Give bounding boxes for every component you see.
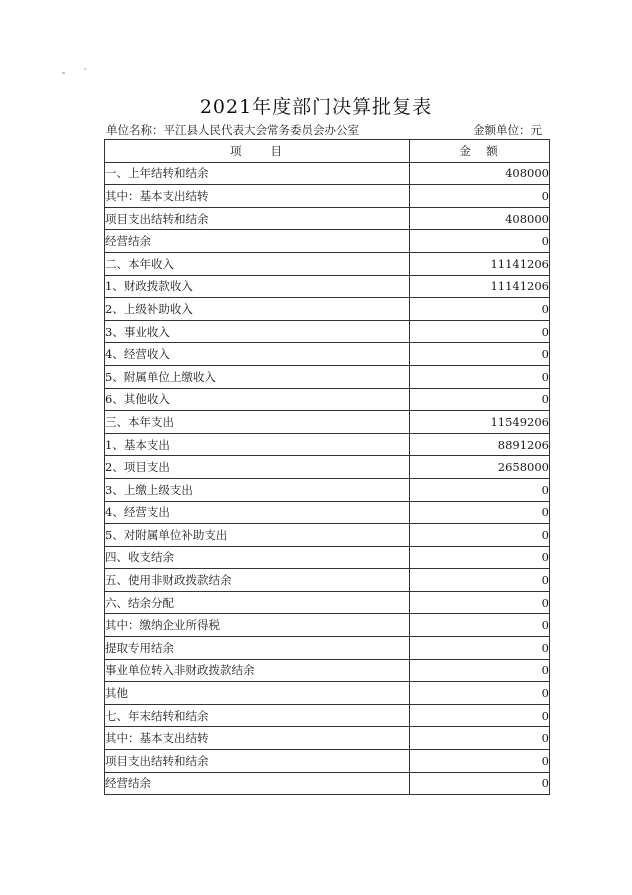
row-amount: 0 — [410, 365, 550, 388]
row-amount: 0 — [410, 704, 550, 727]
row-label: 一、上年结转和结余 — [105, 162, 410, 185]
table-row — [105, 591, 550, 614]
row-amount: 0 — [410, 343, 550, 366]
table-row — [105, 772, 550, 795]
row-label: 六、结余分配 — [105, 591, 410, 614]
table-row — [105, 750, 550, 773]
row-label: 其中：基本支出结转 — [105, 727, 410, 750]
row-label: 三、本年支出 — [105, 411, 410, 434]
row-label: 1、基本支出 — [105, 433, 410, 456]
table-row — [105, 614, 550, 637]
table-row — [105, 478, 550, 501]
row-amount: 0 — [410, 298, 550, 321]
amount-unit-label: 金额单位：元 — [473, 123, 542, 137]
row-amount: 8891206 — [410, 433, 550, 456]
table-row — [105, 343, 550, 366]
row-amount: 408000 — [410, 207, 550, 230]
table-row — [105, 275, 550, 298]
row-label: 6、其他收入 — [105, 388, 410, 411]
row-amount: 0 — [410, 637, 550, 660]
table-body — [105, 162, 550, 795]
row-label: 2、上级补助收入 — [105, 298, 410, 321]
row-label: 经营结余 — [105, 230, 410, 253]
table-row — [105, 456, 550, 479]
row-label: 其他 — [105, 682, 410, 705]
row-label: 5、对附属单位补助支出 — [105, 524, 410, 547]
row-label: 项目支出结转和结余 — [105, 750, 410, 773]
row-amount: 0 — [410, 546, 550, 569]
table-row — [105, 659, 550, 682]
table-row — [105, 501, 550, 524]
row-amount: 0 — [410, 569, 550, 592]
row-amount: 0 — [410, 772, 550, 795]
table-row — [105, 704, 550, 727]
table-row — [105, 162, 550, 185]
row-amount: 0 — [410, 501, 550, 524]
scan-speck — [62, 72, 65, 74]
row-amount: 0 — [410, 524, 550, 547]
table-row — [105, 185, 550, 208]
row-amount: 11141206 — [410, 252, 550, 275]
row-label: 七、年末结转和结余 — [105, 704, 410, 727]
table-row — [105, 411, 550, 434]
row-label: 1、财政拨款收入 — [105, 275, 410, 298]
row-label: 提取专用结余 — [105, 637, 410, 660]
row-label: 3、上缴上级支出 — [105, 478, 410, 501]
row-label: 五、使用非财政拨款结余 — [105, 569, 410, 592]
row-amount: 0 — [410, 614, 550, 637]
table-row — [105, 365, 550, 388]
row-amount: 408000 — [410, 162, 550, 185]
table-row — [105, 230, 550, 253]
row-amount: 0 — [410, 682, 550, 705]
table-row — [105, 569, 550, 592]
table-header-row — [105, 140, 550, 163]
table-row — [105, 320, 550, 343]
row-amount: 0 — [410, 185, 550, 208]
row-amount: 0 — [410, 727, 550, 750]
row-amount: 11141206 — [410, 275, 550, 298]
row-label: 5、附属单位上缴收入 — [105, 365, 410, 388]
table-row — [105, 207, 550, 230]
row-amount: 0 — [410, 320, 550, 343]
row-amount: 0 — [410, 659, 550, 682]
scan-speck — [84, 68, 86, 70]
row-label: 4、经营支出 — [105, 501, 410, 524]
table-row — [105, 298, 550, 321]
column-header-amount: 金 额 — [410, 140, 550, 163]
row-amount: 0 — [410, 591, 550, 614]
row-amount: 0 — [410, 230, 550, 253]
table-row — [105, 433, 550, 456]
row-label: 四、收支结余 — [105, 546, 410, 569]
row-label: 4、经营收入 — [105, 343, 410, 366]
row-label: 其中：缴纳企业所得税 — [105, 614, 410, 637]
row-amount: 11549206 — [410, 411, 550, 434]
row-label: 经营结余 — [105, 772, 410, 795]
row-label: 其中：基本支出结转 — [105, 185, 410, 208]
table-row — [105, 252, 550, 275]
page-title: 2021年度部门决算批复表 — [199, 96, 433, 118]
table-row — [105, 727, 550, 750]
row-label: 3、事业收入 — [105, 320, 410, 343]
row-amount: 0 — [410, 750, 550, 773]
row-amount: 2658000 — [410, 456, 550, 479]
row-label: 项目支出结转和结余 — [105, 207, 410, 230]
table-row — [105, 682, 550, 705]
row-label: 二、本年收入 — [105, 252, 410, 275]
table-row — [105, 546, 550, 569]
row-label: 事业单位转入非财政拨款结余 — [105, 659, 410, 682]
row-label: 2、项目支出 — [105, 456, 410, 479]
final-accounts-table — [104, 139, 550, 795]
table-row — [105, 388, 550, 411]
column-header-item: 项 目 — [105, 140, 410, 163]
table-row — [105, 637, 550, 660]
unit-name-label: 单位名称：平江县人民代表大会常务委员会办公室 — [106, 123, 359, 137]
row-amount: 0 — [410, 478, 550, 501]
table-row — [105, 524, 550, 547]
row-amount: 0 — [410, 388, 550, 411]
